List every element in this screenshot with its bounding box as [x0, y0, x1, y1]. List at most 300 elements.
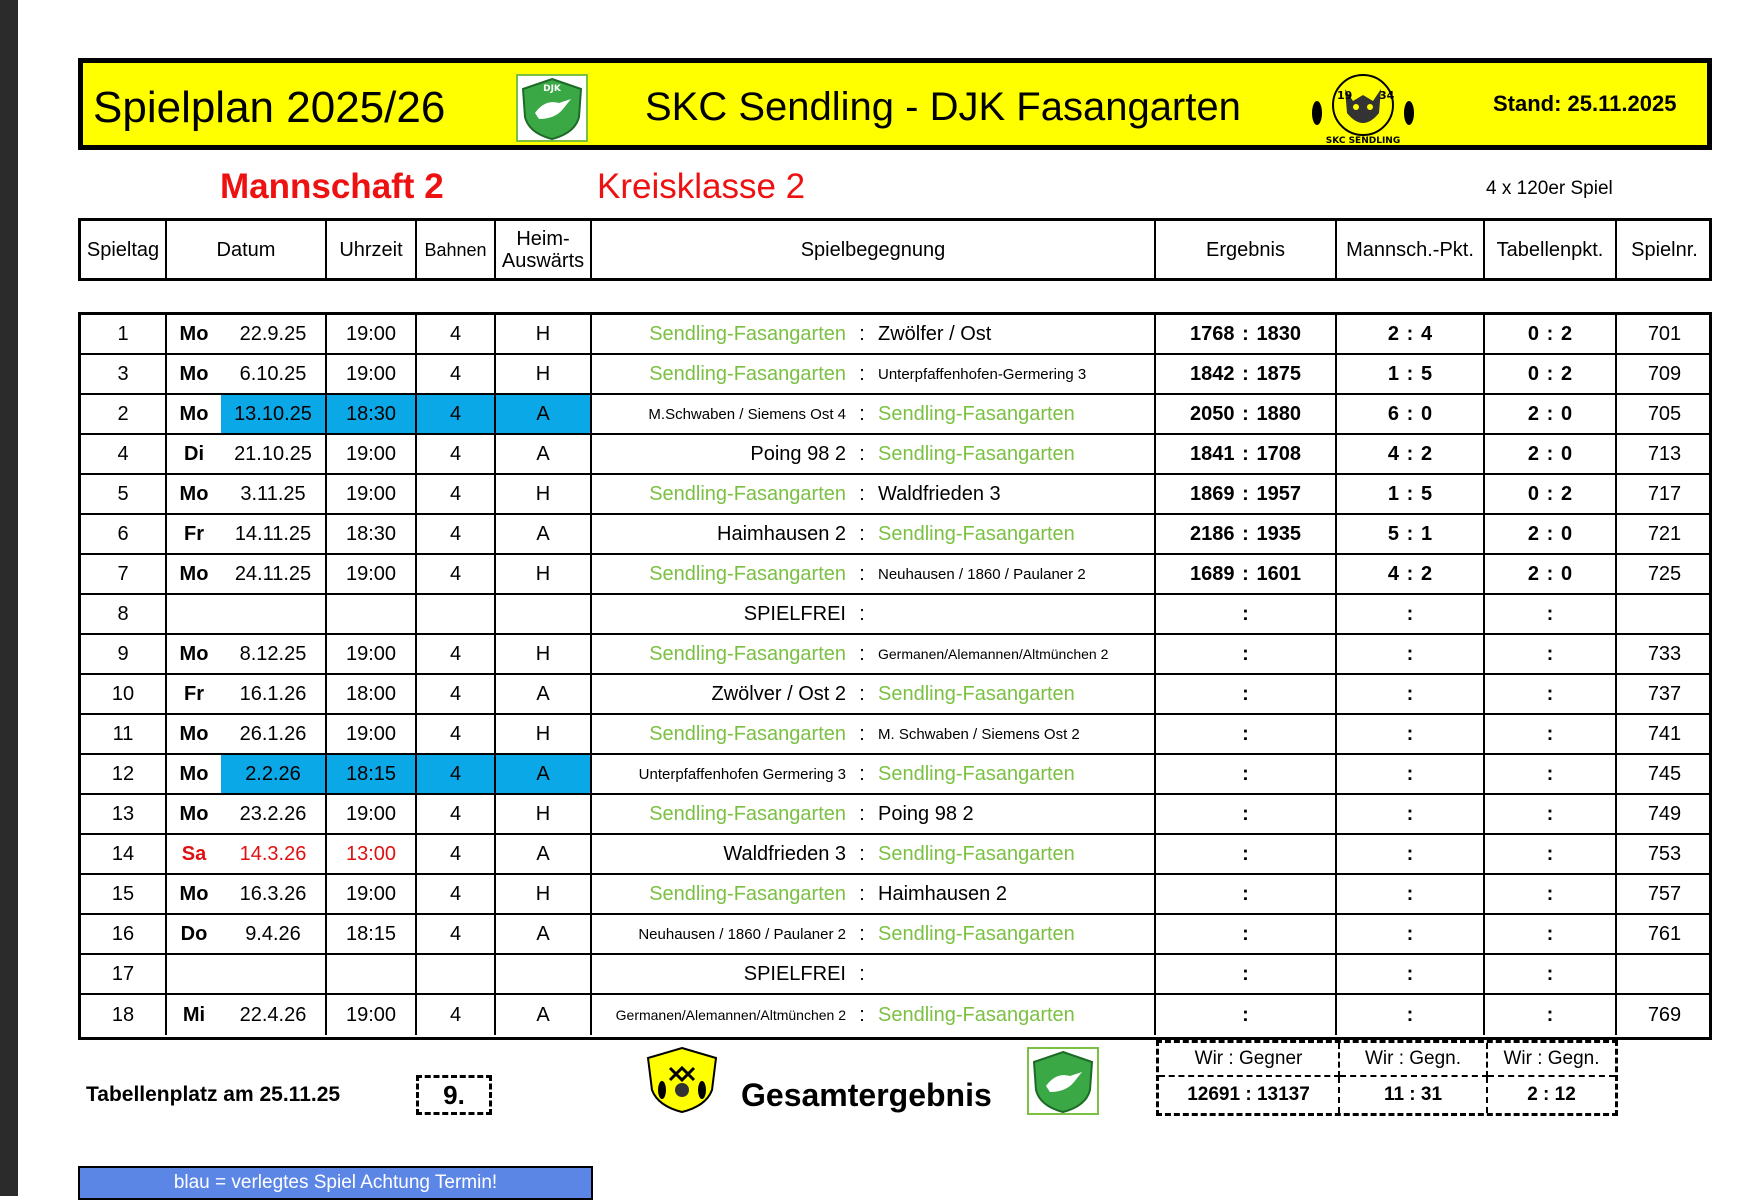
cell-datum	[167, 315, 327, 353]
cell-weekday: Do	[180, 922, 208, 945]
match-left-team: Sendling-Fasangarten	[649, 562, 846, 585]
cell-bahnen: 4	[417, 755, 496, 793]
svg-text:34: 34	[1379, 89, 1395, 102]
mannsch-pkt-sep: :	[1406, 882, 1414, 905]
cell-weekday: Mo	[179, 482, 209, 505]
mannsch-pkt-away: 4	[1421, 322, 1433, 345]
col-ergebnis: Ergebnis	[1156, 221, 1337, 278]
cell-bahnen	[417, 955, 496, 993]
cell-uhrzeit: 19:00	[327, 435, 417, 473]
match-left-team: Germanen/Alemannen/Altmünchen 2	[615, 1007, 846, 1023]
match-right-team: Sendling-Fasangarten	[878, 762, 1075, 785]
cell-bahnen: 4	[417, 995, 496, 1035]
mannsch-pkt-away: 2	[1421, 562, 1433, 585]
mannsch-pkt-away: 2	[1421, 442, 1433, 465]
match-separator: :	[859, 962, 865, 985]
cell-heim-auswaerts: A	[496, 515, 592, 553]
cell-heim-auswaerts: H	[496, 795, 592, 833]
ergebnis-sep: :	[1242, 882, 1249, 905]
cell-tabellenpkt	[1485, 555, 1617, 593]
match-right-team: Sendling-Fasangarten	[878, 442, 1075, 465]
cell-spieltag: 13	[81, 795, 167, 833]
cell-spielnr: 745	[1647, 762, 1682, 785]
cell-tabellenpkt	[1485, 595, 1617, 633]
cell-spieltag: 16	[81, 915, 167, 953]
cell-datum	[167, 675, 327, 713]
ergebnis-away: 1957	[1256, 482, 1301, 505]
cell-spielbegegnung	[592, 915, 1156, 953]
match-right-team: Waldfrieden 3	[878, 482, 1001, 505]
cell-spielbegegnung	[592, 755, 1156, 793]
mannsch-pkt-away: 5	[1421, 362, 1433, 385]
skc-sendling-logo-icon	[1303, 67, 1423, 147]
tabellen-pkt-sep: :	[1546, 842, 1554, 865]
mannsch-pkt-sep: :	[1406, 682, 1414, 705]
cell-spielbegegnung	[592, 835, 1156, 873]
tabellen-pkt-sep: :	[1546, 442, 1554, 465]
table-row	[81, 595, 1709, 635]
ergebnis-sep: :	[1242, 642, 1249, 665]
cell-mannsch-pkt	[1337, 955, 1485, 993]
ergebnis-home: 1768	[1190, 322, 1235, 345]
tabellen-pkt-sep: :	[1546, 762, 1554, 785]
cell-spielbegegnung	[592, 435, 1156, 473]
cell-bahnen: 4	[417, 635, 496, 673]
schedule-table	[78, 312, 1712, 1040]
ergebnis-sep: :	[1242, 522, 1249, 545]
mannsch-pkt-sep: :	[1406, 322, 1414, 345]
ergebnis-sep: :	[1242, 602, 1249, 625]
cell-uhrzeit: 18:30	[327, 515, 417, 553]
match-left-team: Sendling-Fasangarten	[649, 362, 846, 385]
match-right-team: Poing 98 2	[878, 802, 974, 825]
cell-tabellenpkt	[1485, 395, 1617, 433]
cell-spieltag: 1	[81, 315, 167, 353]
cell-spielnr: 753	[1647, 842, 1682, 865]
cell-mannsch-pkt	[1337, 915, 1485, 953]
cell-date: 21.10.25	[234, 442, 312, 465]
match-left-team: SPIELFREI	[743, 602, 846, 625]
ergebnis-home: 1869	[1190, 482, 1235, 505]
cell-spielbegegnung	[592, 395, 1156, 433]
cell-spielbegegnung	[592, 595, 1156, 633]
match-separator: :	[859, 1003, 865, 1026]
cell-spielnr: 713	[1647, 442, 1682, 465]
tabellen-pkt-sep: :	[1546, 402, 1554, 425]
tabellen-pkt-sep: :	[1546, 322, 1554, 345]
cell-spielnr: 701	[1647, 322, 1682, 345]
match-right-team: Neuhausen / 1860 / Paulaner 2	[878, 565, 1086, 583]
skc-sendling-shield-icon	[644, 1046, 720, 1114]
cell-heim-auswaerts: A	[496, 395, 592, 433]
ergebnis-away: 1880	[1256, 402, 1301, 425]
cell-heim-auswaerts	[496, 595, 592, 633]
table-row	[81, 955, 1709, 995]
cell-spielbegegnung	[592, 675, 1156, 713]
cell-heim-auswaerts: H	[496, 315, 592, 353]
table-row	[81, 555, 1709, 595]
ergebnis-away: 1875	[1256, 362, 1301, 385]
match-right-team: Sendling-Fasangarten	[878, 922, 1075, 945]
cell-spielnr: 741	[1647, 722, 1682, 745]
cell-tabellenpkt	[1485, 315, 1617, 353]
table-row	[81, 795, 1709, 835]
cell-mannsch-pkt	[1337, 635, 1485, 673]
match-separator: :	[859, 402, 865, 425]
cell-spielnr: 721	[1647, 522, 1682, 545]
cell-tabellenpkt	[1485, 435, 1617, 473]
cell-spieltag: 6	[81, 515, 167, 553]
cell-mannsch-pkt	[1337, 995, 1485, 1035]
match-right-team: Sendling-Fasangarten	[878, 1003, 1075, 1026]
match-separator: :	[859, 682, 865, 705]
cell-bahnen: 4	[417, 915, 496, 953]
cell-spielnr: 733	[1647, 642, 1682, 665]
ergebnis-away: 1935	[1256, 522, 1301, 545]
match-separator: :	[859, 602, 865, 625]
totals-value-ergebnis: 12691 : 13137	[1159, 1077, 1340, 1113]
cell-spielbegegnung	[592, 795, 1156, 833]
cell-uhrzeit: 19:00	[327, 355, 417, 393]
col-heim-label: Heim-	[516, 227, 570, 250]
cell-spieltag: 10	[81, 675, 167, 713]
cell-date: 14.3.26	[239, 842, 307, 865]
col-datum: Datum	[167, 221, 327, 278]
cell-spieltag: 17	[81, 955, 167, 993]
tabellen-pkt-away: 0	[1561, 522, 1573, 545]
cell-datum	[167, 555, 327, 593]
cell-bahnen: 4	[417, 435, 496, 473]
mannsch-pkt-sep: :	[1406, 762, 1414, 785]
cell-uhrzeit: 18:15	[327, 915, 417, 953]
match-left-team: Sendling-Fasangarten	[649, 802, 846, 825]
cell-bahnen: 4	[417, 795, 496, 833]
mannsch-pkt-sep: :	[1406, 562, 1414, 585]
cell-ergebnis	[1156, 315, 1337, 353]
tabellen-pkt-sep: :	[1546, 362, 1554, 385]
cell-date: 6.10.25	[239, 362, 307, 385]
cell-mannsch-pkt	[1337, 515, 1485, 553]
cell-heim-auswaerts: A	[496, 995, 592, 1035]
table-row	[81, 675, 1709, 715]
ergebnis-home: 2186	[1190, 522, 1235, 545]
cell-date: 16.3.26	[239, 882, 307, 905]
cell-bahnen: 4	[417, 355, 496, 393]
cell-ergebnis	[1156, 875, 1337, 913]
cell-bahnen: 4	[417, 835, 496, 873]
cell-spielbegegnung	[592, 955, 1156, 993]
cell-heim-auswaerts: H	[496, 555, 592, 593]
match-right-team: Sendling-Fasangarten	[878, 522, 1075, 545]
ergebnis-sep: :	[1242, 762, 1249, 785]
cell-spielbegegnung	[592, 875, 1156, 913]
cell-mannsch-pkt	[1337, 835, 1485, 873]
tabellen-pkt-away: 2	[1561, 322, 1573, 345]
cell-datum	[167, 435, 327, 473]
match-separator: :	[859, 482, 865, 505]
totals-header-mannsch: Wir : Gegn.	[1340, 1043, 1488, 1077]
mannsch-pkt-home: 1	[1387, 482, 1399, 505]
cell-bahnen: 4	[417, 315, 496, 353]
match-left-team: Unterpfaffenhofen Germering 3	[638, 765, 846, 783]
cell-uhrzeit: 19:00	[327, 475, 417, 513]
col-uhrzeit: Uhrzeit	[327, 221, 417, 278]
tabellen-pkt-away: 2	[1561, 482, 1573, 505]
cell-ergebnis	[1156, 395, 1337, 433]
tabellenplatz-label: Tabellenplatz am 25.11.25	[86, 1083, 341, 1106]
cell-mannsch-pkt	[1337, 795, 1485, 833]
ergebnis-home: 2050	[1190, 402, 1235, 425]
tabellen-pkt-sep: :	[1546, 682, 1554, 705]
table-row	[81, 915, 1709, 955]
match-separator: :	[859, 762, 865, 785]
ergebnis-away: 1601	[1256, 562, 1301, 585]
table-row	[81, 875, 1709, 915]
tabellen-pkt-away: 0	[1561, 442, 1573, 465]
cell-mannsch-pkt	[1337, 755, 1485, 793]
cell-ergebnis	[1156, 475, 1337, 513]
ergebnis-sep: :	[1242, 402, 1249, 425]
match-separator: :	[859, 802, 865, 825]
totals-header-ergebnis: Wir : Gegner	[1159, 1043, 1340, 1077]
cell-uhrzeit: 19:00	[327, 555, 417, 593]
cell-heim-auswaerts: A	[496, 435, 592, 473]
cell-weekday: Sa	[181, 842, 207, 865]
cell-uhrzeit: 19:00	[327, 315, 417, 353]
cell-tabellenpkt	[1485, 755, 1617, 793]
cell-date: 3.11.25	[240, 482, 306, 505]
cell-datum	[167, 995, 327, 1035]
cell-datum	[167, 475, 327, 513]
table-row	[81, 715, 1709, 755]
league-label: Kreisklasse 2	[597, 167, 806, 206]
match-separator: :	[859, 322, 865, 345]
cell-tabellenpkt	[1485, 795, 1617, 833]
tabellen-pkt-sep: :	[1546, 922, 1554, 945]
gesamtergebnis-label: Gesamtergebnis	[741, 1077, 992, 1113]
totals-value-mannsch: 11 : 31	[1340, 1077, 1488, 1113]
cell-spielnr	[1617, 595, 1712, 633]
cell-heim-auswaerts: A	[496, 675, 592, 713]
col-spielbegegnung: Spielbegegnung	[592, 221, 1156, 278]
ergebnis-away: 1830	[1256, 322, 1301, 345]
cell-spieltag: 2	[81, 395, 167, 433]
cell-spielbegegnung	[592, 475, 1156, 513]
tabellen-pkt-home: 0	[1527, 322, 1539, 345]
svg-text:SKC SENDLING: SKC SENDLING	[1325, 136, 1401, 146]
cell-tabellenpkt	[1485, 475, 1617, 513]
table-row	[81, 315, 1709, 355]
mannsch-pkt-home: 1	[1387, 362, 1399, 385]
cell-weekday: Mo	[179, 642, 209, 665]
cell-datum	[167, 715, 327, 753]
ergebnis-sep: :	[1242, 722, 1249, 745]
mannsch-pkt-sep: :	[1406, 522, 1414, 545]
cell-spielnr: 717	[1647, 482, 1682, 505]
totals-value-tabelle: 2 : 12	[1527, 1084, 1576, 1105]
ergebnis-sep: :	[1242, 1003, 1249, 1026]
table-row	[81, 355, 1709, 395]
col-bahnen: Bahnen	[417, 221, 496, 278]
cell-datum	[167, 515, 327, 553]
cell-spielnr: 737	[1647, 682, 1682, 705]
tabellen-pkt-home: 2	[1527, 442, 1539, 465]
cell-mannsch-pkt	[1337, 715, 1485, 753]
cell-uhrzeit: 13:00	[327, 835, 417, 873]
cell-weekday: Mo	[179, 722, 209, 745]
match-left-team: Sendling-Fasangarten	[649, 722, 846, 745]
cell-ergebnis	[1156, 795, 1337, 833]
match-left-team: Poing 98 2	[750, 442, 846, 465]
cell-datum	[167, 835, 327, 873]
ergebnis-home: 1842	[1190, 362, 1235, 385]
cell-tabellenpkt	[1485, 715, 1617, 753]
match-left-team: Neuhausen / 1860 / Paulaner 2	[638, 925, 846, 943]
cell-spielnr: 749	[1647, 802, 1682, 825]
cell-tabellenpkt	[1485, 355, 1617, 393]
tabellen-pkt-home: 2	[1527, 562, 1539, 585]
match-separator: :	[859, 562, 865, 585]
svg-text:DJK: DJK	[543, 84, 561, 94]
match-left-team: Waldfrieden 3	[723, 842, 846, 865]
cell-spielbegegnung	[592, 635, 1156, 673]
mannsch-pkt-sep: :	[1406, 922, 1414, 945]
cell-mannsch-pkt	[1337, 355, 1485, 393]
ergebnis-sep: :	[1242, 562, 1249, 585]
cell-datum	[167, 635, 327, 673]
cell-weekday: Fr	[184, 682, 204, 705]
cell-mannsch-pkt	[1337, 555, 1485, 593]
cell-heim-auswaerts: A	[496, 835, 592, 873]
table-header	[78, 218, 1712, 281]
cell-date: 16.1.26	[239, 682, 307, 705]
cell-date: 22.9.25	[239, 322, 307, 345]
match-left-team: Sendling-Fasangarten	[649, 642, 846, 665]
cell-datum	[167, 755, 327, 793]
tabellen-pkt-sep: :	[1546, 602, 1554, 625]
cell-tabellenpkt	[1485, 995, 1617, 1035]
ergebnis-sep: :	[1242, 922, 1249, 945]
cell-spieltag: 8	[81, 595, 167, 633]
cell-datum	[167, 395, 327, 433]
cell-spieltag: 12	[81, 755, 167, 793]
table-row	[81, 995, 1709, 1035]
mannsch-pkt-away: 1	[1421, 522, 1433, 545]
tabellenplatz-value: 9.	[416, 1075, 492, 1115]
cell-spielnr: 769	[1647, 1003, 1682, 1026]
cell-ergebnis	[1156, 675, 1337, 713]
cell-weekday: Mo	[179, 802, 209, 825]
cell-spielnr: 757	[1647, 882, 1682, 905]
tabellen-pkt-sep: :	[1546, 482, 1554, 505]
match-right-team: Haimhausen 2	[878, 882, 1007, 905]
mannsch-pkt-home: 4	[1387, 442, 1399, 465]
match-separator: :	[859, 642, 865, 665]
tabellen-pkt-sep: :	[1546, 562, 1554, 585]
viewer-sidebar	[0, 0, 18, 1196]
cell-spielbegegnung	[592, 995, 1156, 1035]
match-separator: :	[859, 722, 865, 745]
cell-uhrzeit: 19:00	[327, 795, 417, 833]
cell-tabellenpkt	[1485, 915, 1617, 953]
match-right-team: Sendling-Fasangarten	[878, 402, 1075, 425]
cell-ergebnis	[1156, 595, 1337, 633]
cell-bahnen: 4	[417, 475, 496, 513]
cell-datum	[167, 355, 327, 393]
cell-uhrzeit: 19:00	[327, 635, 417, 673]
cell-spieltag: 9	[81, 635, 167, 673]
cell-spielnr: 761	[1647, 922, 1682, 945]
cell-tabellenpkt	[1485, 955, 1617, 993]
ergebnis-sep: :	[1242, 802, 1249, 825]
ergebnis-home: 1841	[1190, 442, 1235, 465]
cell-ergebnis	[1156, 835, 1337, 873]
ergebnis-home: 1689	[1190, 562, 1235, 585]
match-right-team: Unterpfaffenhofen-Germering 3	[878, 365, 1087, 383]
cell-heim-auswaerts: H	[496, 875, 592, 913]
mannsch-pkt-sep: :	[1406, 722, 1414, 745]
ergebnis-sep: :	[1242, 482, 1249, 505]
cell-ergebnis	[1156, 555, 1337, 593]
cell-uhrzeit: 19:00	[327, 875, 417, 913]
cell-spielbegegnung	[592, 315, 1156, 353]
cell-date: 26.1.26	[239, 722, 307, 745]
cell-spieltag: 11	[81, 715, 167, 753]
cell-spieltag: 3	[81, 355, 167, 393]
ergebnis-sep: :	[1242, 682, 1249, 705]
table-row	[81, 515, 1709, 555]
match-separator: :	[859, 362, 865, 385]
col-spielnr: Spielnr.	[1631, 238, 1698, 261]
djk-fasangarten-logo-small-icon	[1026, 1046, 1100, 1116]
mannsch-pkt-sep: :	[1406, 602, 1414, 625]
cell-date	[221, 595, 325, 633]
cell-bahnen: 4	[417, 555, 496, 593]
tabellen-pkt-home: 2	[1527, 522, 1539, 545]
djk-fasangarten-logo-icon	[515, 73, 589, 143]
mannsch-pkt-home: 2	[1387, 322, 1399, 345]
col-auswaerts-label: Auswärts	[501, 249, 585, 272]
match-left-team: Sendling-Fasangarten	[649, 882, 846, 905]
page-title: Spielplan 2025/26	[93, 83, 446, 132]
match-separator: :	[859, 842, 865, 865]
cell-spielnr: 705	[1647, 402, 1682, 425]
cell-datum	[167, 955, 327, 993]
tabellen-pkt-sep: :	[1546, 1003, 1554, 1026]
cell-weekday: Mo	[179, 362, 209, 385]
mannsch-pkt-sep: :	[1406, 482, 1414, 505]
cell-bahnen: 4	[417, 395, 496, 433]
cell-ergebnis	[1156, 995, 1337, 1035]
cell-date: 14.11.25	[234, 522, 312, 545]
cell-uhrzeit: 19:00	[327, 715, 417, 753]
cell-weekday: Mo	[179, 322, 209, 345]
table-row	[81, 475, 1709, 515]
tabellen-pkt-sep: :	[1546, 642, 1554, 665]
cell-bahnen	[417, 595, 496, 633]
cell-spielbegegnung	[592, 555, 1156, 593]
teams-title: SKC Sendling - DJK Fasangarten	[645, 85, 1241, 129]
match-right-team: Germanen/Alemannen/Altmünchen 2	[878, 646, 1109, 662]
col-mannsch-pkt: Mannsch.-Pkt.	[1337, 221, 1485, 278]
ergebnis-sep: :	[1242, 362, 1249, 385]
match-left-team: Sendling-Fasangarten	[649, 482, 846, 505]
cell-uhrzeit: 18:30	[327, 395, 417, 433]
cell-date: 23.2.26	[239, 802, 307, 825]
legend-note: blau = verlegtes Spiel Achtung Termin!	[78, 1166, 593, 1200]
ergebnis-sep: :	[1242, 442, 1249, 465]
mannsch-pkt-away: 5	[1421, 482, 1433, 505]
